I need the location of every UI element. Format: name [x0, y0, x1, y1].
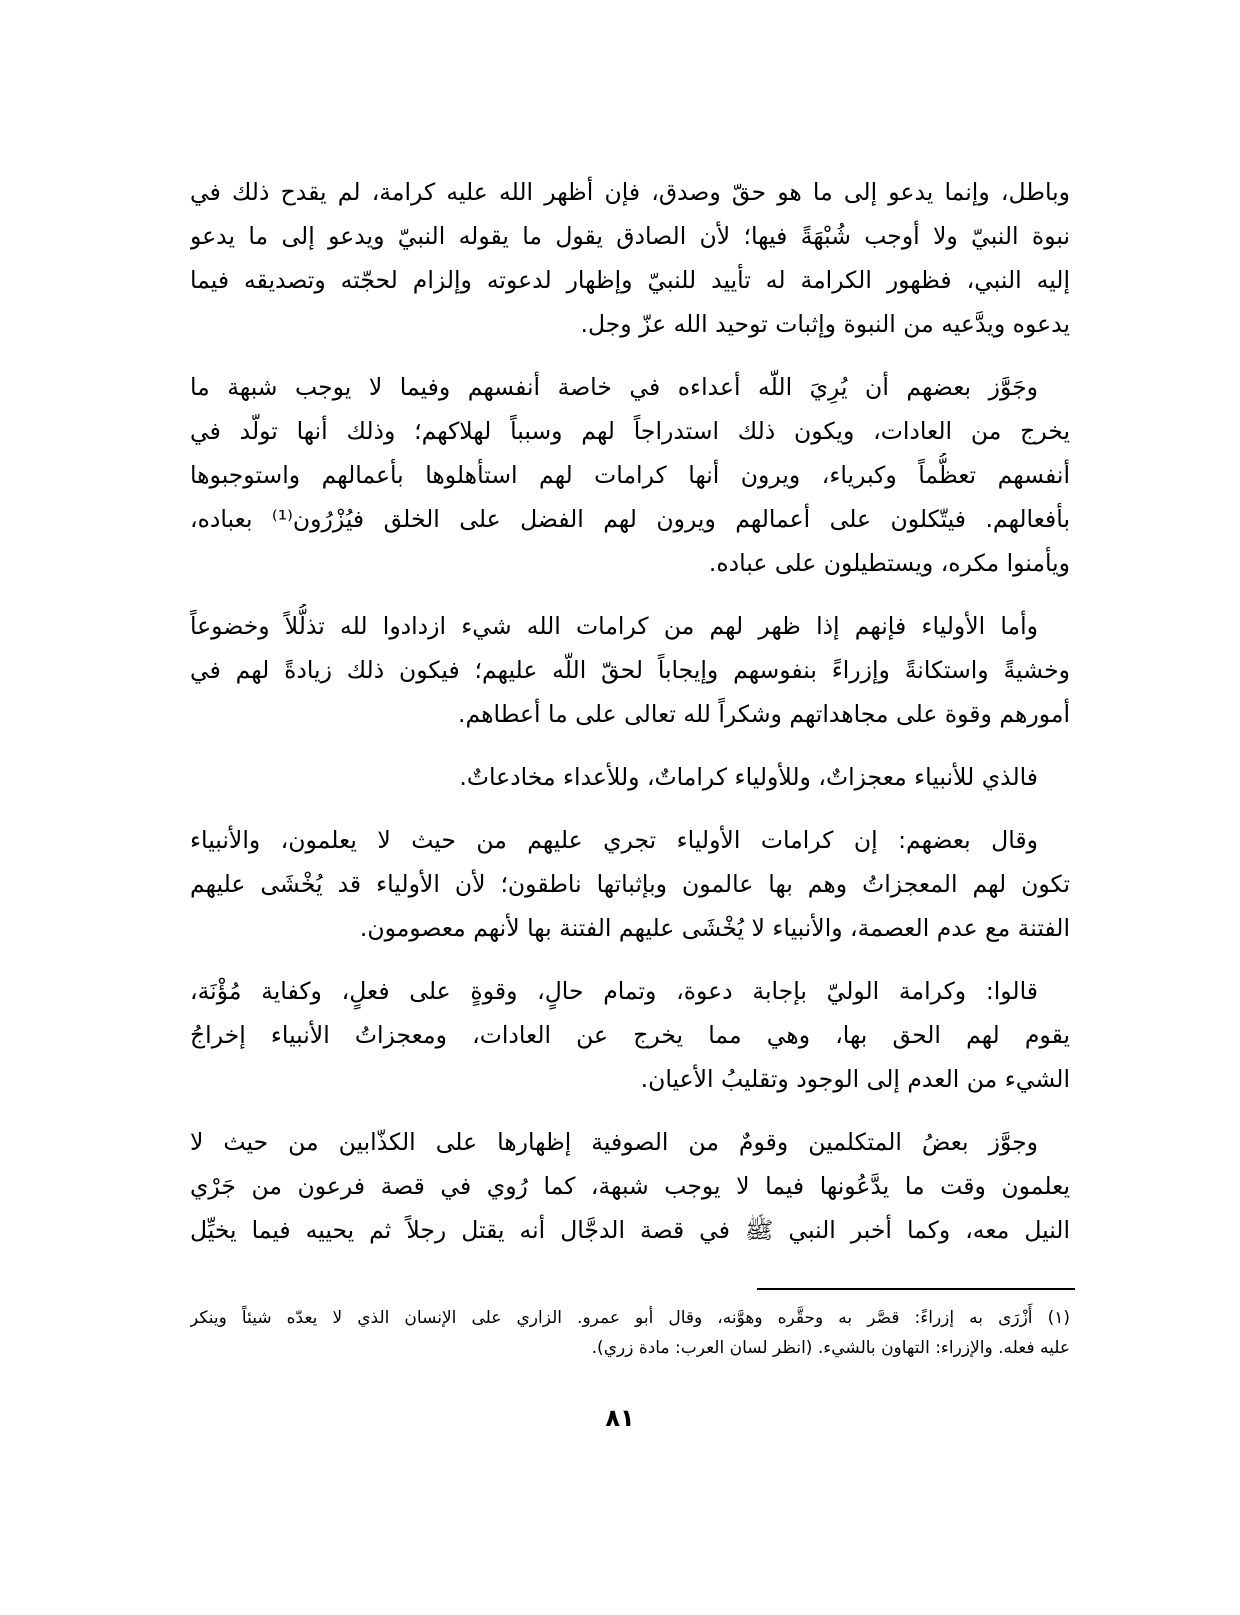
text-line: وأما الأولياء فإنهم إذا ظهر لهم من كرامات الله شيء ازدادوا لله تذلُّلاً وخضوعاً	[190, 612, 1038, 640]
text-line: يقوم لهم الحق بها، وهي مما يخرج عن العادات، ومعجزاتُ الأنبياء إخراجُ	[190, 1021, 1070, 1049]
paragraph-6	[190, 969, 1070, 1101]
text-line: وخشيةً واستكانةً وإزراءً بنفوسهم وإيجاباً لحقّ اللّه عليهم؛ فيكون ذلك زيادةً لهم في	[190, 656, 1070, 684]
text-line: النيل معه، وكما أخبر النبي ﷺ في قصة الدجَّال أنه يقتل رجلاً ثم يحييه فيما يخيِّل	[190, 1216, 1070, 1244]
text-line: يدعوه ويدَّعيه من النبوة وإثبات توحيد الله عزّ وجل.	[580, 310, 1070, 338]
text-line: وجَوَّز بعضهم أن يُرِيَ اللّه أعداءه في خاصة أنفسهم وفيما لا يوجب شبهة ما	[190, 373, 1038, 401]
text-line: نبوة النبيّ ولا أوجب شُبْهَةً فيها؛ لأن الصادق يقول ما يقوله النبيّ ويدعو إلى ما يدعو	[190, 222, 1070, 250]
footnote	[190, 1303, 1070, 1363]
footnote-line: (١) أَزْرَى به إزراءً: قصَّر به وحقَّره وهوَّنه، وقال أبو عمرو. الزاري على الإنسان الذي لا يعدّه شيئاً وينكر	[190, 1308, 1070, 1328]
text-line: أمورهم وقوة على مجاهداتهم وشكراً لله تعالى على ما أعطاهم.	[458, 700, 1070, 728]
page-number: ٨١	[605, 1404, 635, 1432]
paragraph-5	[190, 818, 1070, 950]
paragraph-1	[190, 170, 1070, 346]
text-line: يعلمون وقت ما يدَّعُونها فيما لا يوجب شبهة، كما رُوي في قصة فرعون من جَرْي	[190, 1172, 1070, 1200]
paragraph-2	[190, 365, 1070, 585]
text-line: الفتنة مع عدم العصمة، والأنبياء لا يُخْشَى عليهم الفتنة بها لأنهم معصومون.	[359, 914, 1070, 942]
text-line: فالذي للأنبياء معجزاتٌ، وللأولياء كراماتٌ، وللأعداء مخادعاتٌ.	[459, 763, 1038, 791]
paragraph-4	[190, 755, 1070, 799]
paragraph-7	[190, 1120, 1070, 1252]
text-line: إليه النبي، فظهور الكرامة له تأييد للنبيّ وإظهار لدعوته وإلزام لحجّته وتصديقه فيما	[190, 266, 1070, 294]
text-line: الشيء من العدم إلى الوجود وتقليبُ الأعيان.	[640, 1065, 1070, 1093]
footnote-divider	[757, 1288, 1075, 1290]
text-line: وباطل، وإنما يدعو إلى ما هو حقّ وصدق، فإن أظهر الله عليه كرامة، لم يقدح ذلك في	[190, 178, 1070, 206]
text-line: ويأمنوا مكره، ويستطيلون على عباده.	[708, 549, 1070, 577]
text-line: يخرج من العادات، ويكون ذلك استدراجاً لهم وسبباً لهلاكهم؛ وذلك أنها تولّد في	[190, 417, 1070, 445]
text-line: وجوَّز بعضُ المتكلمين وقومٌ من الصوفية إظهارها على الكذّابين من حيث لا	[190, 1128, 1038, 1156]
footnote-line: عليه فعله. والإزراء: التهاون بالشيء. (انظر لسان العرب: مادة زري).	[591, 1338, 1070, 1358]
text-line: أنفسهم تعظُّماً وكبرياء، ويرون أنها كرامات لهم استأهلوها بأعمالهم واستوجبوها	[190, 461, 1070, 489]
main-text	[190, 170, 1070, 1271]
text-line: قالوا: وكرامة الوليّ بإجابة دعوة، وتمام حالٍ، وقوةٍ على فعلٍ، وكفاية مُؤْنَة،	[190, 977, 1038, 1005]
text-line: وقال بعضهم: إن كرامات الأولياء تجري عليهم من حيث لا يعلمون، والأنبياء	[190, 826, 1038, 854]
text-line: بأفعالهم. فيتّكلون على أعمالهم ويرون لهم الفضل على الخلق فيُزْرُون⁽¹⁾ بعباده،	[190, 505, 1070, 533]
paragraph-3	[190, 604, 1070, 736]
text-line: تكون لهم المعجزاتُ وهم بها عالمون وبإثباتها ناطقون؛ لأن الأولياء قد يُخْشَى عليهم	[190, 870, 1070, 898]
